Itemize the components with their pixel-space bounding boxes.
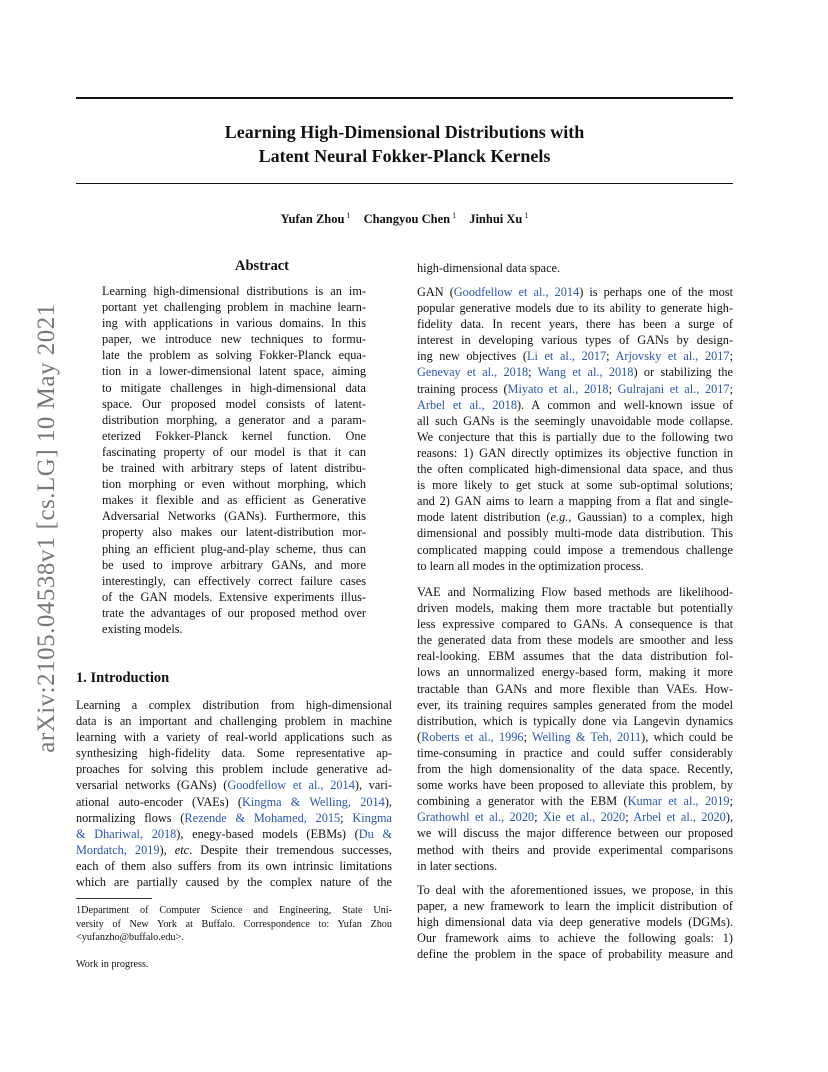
text-line: high-dimensional data space. (417, 261, 561, 275)
arxiv-identifier: arXiv:2105.04538v1 [cs.LG] 10 May 2021 (33, 303, 60, 753)
text-line: (Roberts et al., 1996; Welling & Teh, 2011), which could be (417, 729, 733, 744)
text-line: less expressive compared to GANs. A consequence is that (417, 617, 733, 632)
text-line: the often complicated high-dimensional data space, and thus (417, 462, 733, 477)
text-line: synthesizing high-fidelity data. Some representative ap- (76, 746, 392, 761)
text-line: ever, its training requires samples generated from the model (417, 697, 733, 712)
text-line: lows an unnormalized energy-based form, making it more (417, 665, 733, 680)
abstract-heading: Abstract (235, 258, 289, 274)
text-line: existing models. (102, 621, 183, 636)
text-line: of the GAN models. Extensive experiments illus- (102, 589, 366, 604)
right-paragraph-1 (417, 284, 733, 574)
text-line: some works have been proposed to alleviate this problem, by (417, 778, 733, 793)
text-line: combining a generator with the EBM (Kumar et al., 2019; (417, 794, 733, 809)
text-line: To deal with the aforementioned issues, we propose, in this (417, 883, 733, 897)
text-line: Arbel et al., 2018). A common and well-known issue of (417, 397, 733, 412)
text-line: ational auto-encoder (VAEs) (Kingma & Welling, 2014), (76, 794, 392, 809)
text-line: We conjecture that this is partially due to the following two (417, 429, 733, 444)
title-line-2: Latent Neural Fokker-Planck Kernels (258, 146, 551, 166)
text-line: fidelity data. In recent years, there has been a surge of (417, 317, 733, 332)
text-line: Grathowhl et al., 2020; Xie et al., 2020; Arbel et al., 2020), (417, 810, 734, 825)
text-line: paper, a new framework to learn the implicit distribution of (417, 899, 733, 914)
paper-title (76, 120, 733, 168)
text-line: training process (Miyato et al., 2018; Gulrajani et al., 2017; (417, 381, 733, 396)
text-line: trate the advantages of our proposed method over (102, 605, 366, 620)
text-line: Genevay et al., 2018; Wang et al., 2018) or stabilizing the (417, 365, 733, 380)
footnote (76, 904, 392, 945)
author-list (76, 211, 733, 227)
text-line: distribution morphing, a generator and a param- (102, 412, 366, 427)
text-line: be used to improve arbitrary GANs, and more (102, 557, 366, 572)
introduction-body (76, 697, 392, 890)
text-line: mode latent distribution (e.g., Gaussian) to a complex, high (417, 510, 733, 525)
text-line: portant yet challenging problem in machine learn- (102, 300, 366, 315)
text-line: interest in developing various types of GANs by design- (417, 333, 733, 348)
text-line: from the high domensionality of the data space. Recently, (417, 762, 733, 777)
author: Yufan Zhou $^1$ (280, 211, 351, 226)
author: Jinhui Xu $^1$ (469, 211, 529, 226)
text-line: Mordatch, 2019), etc. Despite their tremendous successes, (76, 842, 392, 857)
text-line: paper, we introduce new techniques to formu- (102, 332, 366, 347)
text-line: makes it flexible and as efficient as Generative (102, 493, 366, 508)
text-line: GAN (Goodfellow et al., 2014) is perhaps one of the most (417, 285, 734, 299)
text-line: method with theirs and provide experimental comparisons (417, 842, 733, 857)
text-line: driven models, making them more tractable but potentially (417, 601, 733, 616)
text-line: is more likely to get stuck at some sub-optimal solutions; (417, 478, 733, 493)
text-line: tion in a lower-dimensional latent space, aiming (102, 364, 366, 379)
text-line: learning with a variety of real-world applications such as (76, 730, 392, 745)
text-line: distribution, which is typically done via Langevin dynamics (417, 713, 733, 728)
text-line: and 2) GAN aims to learn a mapping from a flat and single- (417, 494, 733, 509)
text-line: ing new objectives (Li et al., 2017; Arjovsky et al., 2017; (417, 349, 733, 364)
text-line: time-consuming in practice and could suffer considerably (417, 745, 733, 760)
text-line: tion morphing or even without morphing, which (102, 477, 366, 492)
text-line: which are partially caused by the complex nature of the (76, 875, 392, 890)
text-line: we will discuss the major difference between our proposed (417, 826, 733, 841)
title-rule-bottom (76, 183, 733, 184)
section-heading-introduction: 1. Introduction (76, 670, 170, 686)
text-line: Our framework aims to achieve the following goals: 1) (417, 931, 733, 946)
text-line: fascinating property of our model is that it can (102, 444, 366, 459)
text-line: normalizing flows (Rezende & Mohamed, 2015; Kingma (76, 810, 392, 825)
text-line: high dimensional data via deep generative models (DGMs). (417, 915, 733, 930)
text-line: interestingly, can effectively correct failure cases (102, 573, 366, 588)
text-line: all such GANs is the seemingly unavoidable mode collapse. (417, 413, 733, 428)
text-line: popular generative models due to its ability to generate high- (417, 301, 733, 316)
text-line: late the problem as solving Fokker-Planck equa- (102, 348, 366, 363)
text-line: data is an important and challenging problem in machine (76, 714, 392, 729)
title-rule-top (76, 97, 733, 99)
text-line: to mitigate challenges in high-dimensional data (102, 380, 366, 395)
text-line: dimensional and possibly multi-mode data distribution. This (417, 526, 733, 541)
abstract-body (102, 283, 366, 637)
text-line: define the problem in the space of probability measure and (417, 947, 733, 962)
text-line: each of them also suffers from its own intrinsic limitations (76, 858, 392, 873)
text-line: eterized Fokker-Planck kernel function. One (102, 428, 366, 443)
footnote-rule (76, 898, 152, 899)
text-line: be trained with arbitrary steps of latent distribu- (102, 461, 366, 476)
text-line: phing an efficient plug-and-play scheme, thus can (102, 541, 366, 556)
text-line: Learning high-dimensional distributions is an im- (102, 284, 366, 298)
text-line: the generated data from these models are smoother and less (417, 633, 733, 648)
text-line: real-looking. EBM assumes that the data distribution fol- (417, 649, 733, 664)
text-line: versity of New York at Buffalo. Correspondence to: Yufan Zhou (76, 918, 392, 930)
author: Changyou Chen $^1$ (363, 211, 457, 226)
text-line: ing with applications in various domains. In this (102, 316, 366, 331)
text-line: proaches for solving this problem include generative ad- (76, 762, 392, 777)
text-line: tractable than GANs and more flexible than VAEs. How- (417, 681, 733, 696)
text-line: VAE and Normalizing Flow based methods are likelihood- (417, 585, 733, 599)
text-line: Learning a complex distribution from high-dimensional (76, 698, 392, 712)
text-line: <yufanzho@buffalo.edu>. (76, 932, 184, 944)
text-line: Adversarial Networks (GANs). Furthermore, this (102, 509, 366, 524)
text-line: versarial networks (GANs) (Goodfellow et al., 2014), vari- (76, 778, 392, 793)
text-line: property also makes our latent-distribution mor- (102, 525, 366, 540)
right-paragraph-2 (417, 584, 733, 874)
text-line: in later sections. (417, 858, 498, 873)
text-line: reasons: 1) GAN directly optimizes its objective function in (417, 445, 733, 460)
text-line: to learn all modes in the optimization process. (417, 558, 644, 573)
text-line: 1Department of Computer Science and Engineering, State Uni- (76, 905, 392, 916)
text-line: space. Our proposed model consists of latent- (102, 396, 366, 411)
right-paragraph-3 (417, 882, 733, 962)
right-paragraph-0 (417, 260, 733, 276)
title-line-1: Learning High-Dimensional Distributions with (224, 122, 585, 142)
text-line: complicated mapping could impose a tremendous challenge (417, 542, 733, 557)
text-line: & Dhariwal, 2018), enegy-based models (EBMs) (Du & (76, 826, 393, 841)
work-in-progress-note: Work in progress. (76, 959, 149, 970)
